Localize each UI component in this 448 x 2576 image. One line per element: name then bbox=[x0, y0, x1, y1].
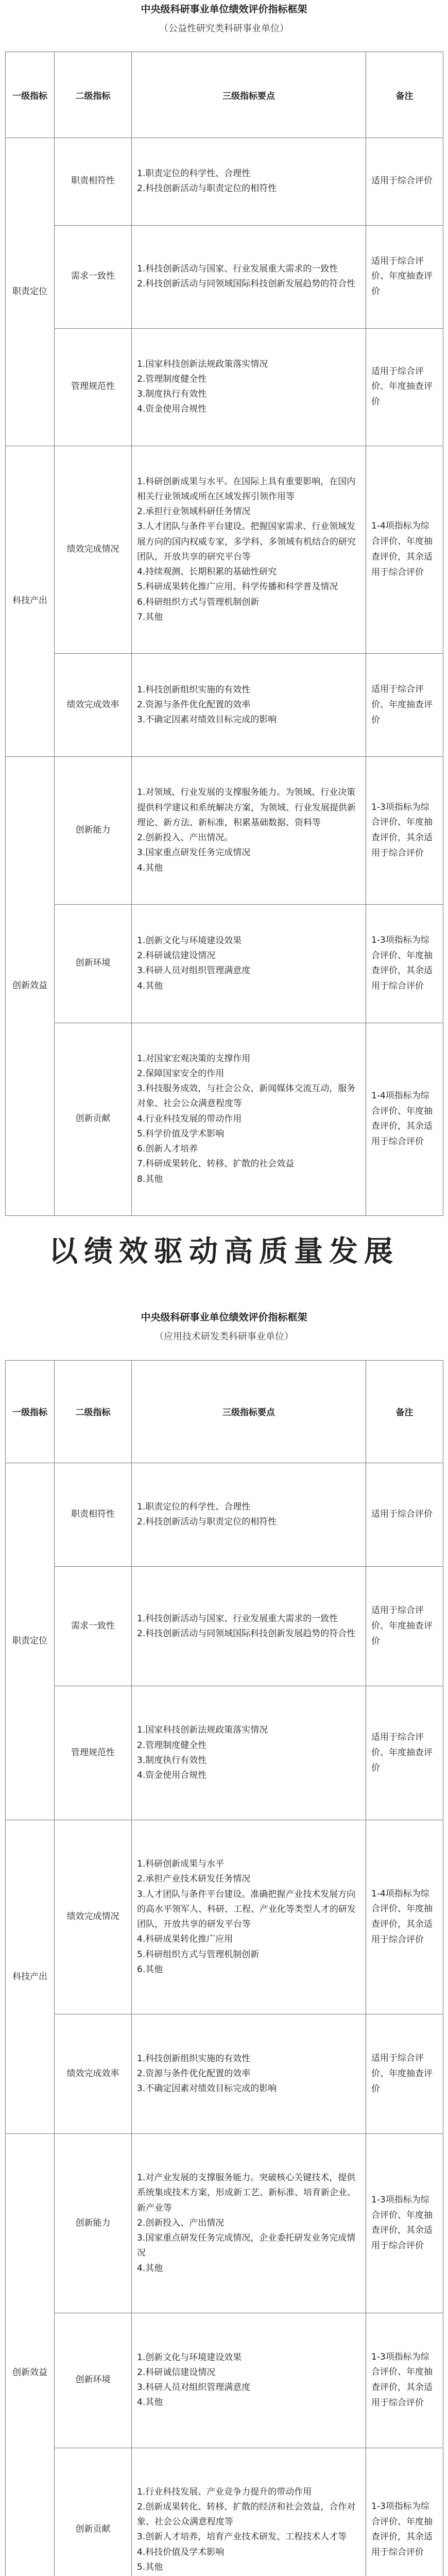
point-item: 3.国家重点研发任务完成情况，企业委托研发业务完成情况 bbox=[137, 2233, 356, 2259]
level3-points bbox=[132, 1820, 366, 2014]
table-row bbox=[6, 1686, 443, 1820]
point-item: 2.创新投入、产出情况 bbox=[137, 2217, 225, 2228]
point-item: 2.科技创新活动与职责定位的相符性 bbox=[137, 183, 277, 194]
point-item: 7.科研成果转化、转移、扩散的社会效益 bbox=[137, 1159, 295, 1170]
point-item: 4.行业科技发展的带动作用 bbox=[137, 1113, 242, 1124]
level2-indicator: 创新能力 bbox=[55, 757, 132, 904]
table-row bbox=[6, 1820, 443, 2014]
level2-indicator: 职责相符性 bbox=[55, 1463, 132, 1566]
table-2-title: 中央级科研事业单位绩效评价指标框架 bbox=[141, 1312, 307, 1323]
indicator-table bbox=[5, 1360, 443, 2576]
note-cell: 1-3项指标为综合评价、年度抽查评价，其余适用于综合评价 bbox=[366, 2448, 443, 2576]
level2-indicator: 职责相符性 bbox=[55, 138, 132, 225]
level3-points bbox=[132, 1463, 366, 1566]
note-cell: 适用于综合评价、年度抽查评价 bbox=[366, 654, 443, 757]
level3-points bbox=[132, 2134, 366, 2313]
level2-indicator: 绩效完成情况 bbox=[55, 1820, 132, 2014]
point-item: 3.不确定因素对绩效目标完成的影响 bbox=[137, 2083, 277, 2094]
point-item: 7.其他 bbox=[137, 612, 163, 622]
level2-indicator: 绩效完成情况 bbox=[55, 446, 132, 653]
point-item: 1.职责定位的科学性、合理性 bbox=[137, 168, 251, 179]
point-item: 2.创新投入、产出情况。 bbox=[137, 833, 233, 843]
table-1-title: 中央级科研事业单位绩效评价指标框架 bbox=[141, 4, 307, 15]
table-row bbox=[6, 446, 443, 653]
header-level1: 一级指标 bbox=[6, 52, 55, 138]
level3-points bbox=[132, 2313, 366, 2448]
level1-indicator: 职责定位 bbox=[6, 138, 55, 446]
point-item: 2.承担产业技术研发任务情况 bbox=[137, 1874, 251, 1885]
table-row bbox=[6, 2134, 443, 2313]
table-row bbox=[6, 1023, 443, 1215]
point-item: 3.人才团队与条件平台建设。准确把握产业技术发展方向的高水平领军人、科研、工程、产业化等类型人才的研发团队，开放共享的研发平台等 bbox=[137, 1889, 356, 1930]
point-item: 6.其他 bbox=[137, 1964, 163, 1975]
point-item: 1.职责定位的科学性、合理性 bbox=[137, 1501, 251, 1512]
point-item: 3.国家重点研发任务完成情况 bbox=[137, 848, 251, 858]
point-item: 1.科研创新成果与水平。在国际上具有重要影响，在国内相关行业领域或所在区域发挥引领作用等 bbox=[137, 476, 356, 502]
point-item: 4.其他 bbox=[137, 2263, 163, 2274]
level2-indicator: 管理规范性 bbox=[55, 328, 132, 446]
table-row bbox=[6, 904, 443, 1023]
point-item: 3.科研人员对组织管理满意度 bbox=[137, 965, 251, 976]
note-cell: 1-3项指标为综合评价、年度抽查评价，其余适用于综合评价 bbox=[366, 904, 443, 1023]
point-item: 2.科研诚信建设情况 bbox=[137, 2367, 216, 2378]
point-item: 1.对国家宏观决策的支撑作用 bbox=[137, 1053, 251, 1064]
point-item: 4.科技价值及学术影响 bbox=[137, 2547, 225, 2557]
note-cell: 1-4项指标为综合评价、年度抽查评价，其余适用于综合评价 bbox=[366, 1820, 443, 2014]
table-1-subtitle: （公益性研究类科研事业单位） bbox=[159, 23, 289, 34]
point-item: 2.管理制度健全性 bbox=[137, 374, 207, 384]
level3-points bbox=[132, 1023, 366, 1215]
header-level2: 二级指标 bbox=[55, 52, 132, 138]
point-item: 2.科研诚信建设情况 bbox=[137, 951, 216, 961]
point-item: 2.管理制度健全性 bbox=[137, 1740, 207, 1751]
point-item: 1.国家科技创新法规政策落实情况 bbox=[137, 359, 268, 369]
note-cell: 1-4项指标为综合评价、年度抽查评价，其余适用于综合评价 bbox=[366, 1023, 443, 1215]
point-item: 3.制度执行有效性 bbox=[137, 389, 207, 400]
point-item: 3.不确定因素对绩效目标完成的影响 bbox=[137, 715, 277, 725]
table-row bbox=[6, 2014, 443, 2134]
note-cell: 1-3项指标为综合评价、年度抽查评价，其余适用于综合评价 bbox=[366, 2134, 443, 2313]
point-item: 1.科研创新成果与水平 bbox=[137, 1859, 225, 1870]
note-cell: 适用于综合评价、年度抽查评价 bbox=[366, 328, 443, 446]
header-level3-points: 三级指标要点 bbox=[132, 1361, 366, 1463]
point-item: 1.科技创新活动与国家、行业发展重大需求的一致性 bbox=[137, 263, 338, 274]
point-item: 6.科研组织方式与管理机制创新 bbox=[137, 597, 260, 607]
point-item: 3.创新人才培养，培育产业技术研发、工程技术人才等 bbox=[137, 2532, 347, 2543]
level2-indicator: 创新贡献 bbox=[55, 2448, 132, 2576]
level3-points bbox=[132, 757, 366, 904]
point-item: 1.创新文化与环境建设效果 bbox=[137, 2352, 242, 2363]
level3-points bbox=[132, 654, 366, 757]
point-item: 2.科技创新活动与同领域国际科技创新发展趋势的符合性 bbox=[137, 1628, 356, 1639]
point-item: 4.其他 bbox=[137, 2397, 163, 2408]
header-row bbox=[6, 1361, 443, 1463]
level3-points bbox=[132, 2448, 366, 2576]
point-item: 1.科技创新组织实施的有效性 bbox=[137, 684, 251, 695]
point-item: 4.科研成果转化推广应用 bbox=[137, 1934, 233, 1945]
table-row bbox=[6, 138, 443, 225]
point-item: 1.对领域、行业发展的支撑服务能力。为领域、行业决策提供科学建议和系统解决方案，为领域、行业发展提供新理论、新方法、新标准，积累基础数据、资料等 bbox=[137, 787, 356, 828]
header-note: 备注 bbox=[366, 52, 443, 138]
point-item: 1.国家科技创新法规政策落实情况 bbox=[137, 1725, 268, 1736]
table-row bbox=[6, 654, 443, 757]
note-cell: 适用于综合评价 bbox=[366, 138, 443, 225]
point-item: 2.资源与条件优化配置的效率 bbox=[137, 700, 251, 710]
note-cell: 1-3项指标为综合评价、年度抽查评价，其余适用于综合评价 bbox=[366, 2313, 443, 2448]
point-item: 2.科技创新活动与同领域国际科技创新发展趋势的符合性 bbox=[137, 279, 356, 290]
point-item: 2.科技创新活动与职责定位的相符性 bbox=[137, 1517, 277, 1528]
level2-indicator: 创新环境 bbox=[55, 904, 132, 1023]
point-item: 1.创新文化与环境建设效果 bbox=[137, 935, 242, 946]
level2-indicator: 绩效完成效率 bbox=[55, 654, 132, 757]
point-item: 4.其他 bbox=[137, 980, 163, 991]
level2-indicator: 绩效完成效率 bbox=[55, 2014, 132, 2134]
point-item: 5.科学价值及学术影响 bbox=[137, 1128, 225, 1139]
level2-indicator: 创新环境 bbox=[55, 2313, 132, 2448]
table-row bbox=[6, 225, 443, 328]
level2-indicator: 创新贡献 bbox=[55, 1023, 132, 1215]
level3-points bbox=[132, 328, 366, 446]
point-item: 6.创新人才培养 bbox=[137, 1144, 198, 1155]
level3-points bbox=[132, 138, 366, 225]
point-item: 1.对产业发展的支撑服务能力。突破核心关键技术，提供系统集成技术方案，形成新工艺、新标准、培育新企业、新产业等 bbox=[137, 2173, 356, 2213]
header-note: 备注 bbox=[366, 1361, 443, 1463]
point-item: 2.资源与条件优化配置的效率 bbox=[137, 2069, 251, 2079]
level1-indicator: 科技产出 bbox=[6, 1820, 55, 2134]
table-row bbox=[6, 757, 443, 904]
level3-points bbox=[132, 904, 366, 1023]
level3-points bbox=[132, 1686, 366, 1820]
point-item: 2.承担行业领域科研任务情况 bbox=[137, 506, 251, 517]
table-1-container bbox=[5, 52, 443, 1216]
note-cell: 适用于综合评价、年度抽查评价 bbox=[366, 2014, 443, 2134]
table-row bbox=[6, 2448, 443, 2576]
point-item: 4.持续观测、长期积累的基础性研究 bbox=[137, 567, 277, 578]
point-item: 2.保障国家安全的作用 bbox=[137, 1069, 225, 1079]
level2-indicator: 创新能力 bbox=[55, 2134, 132, 2313]
level3-points bbox=[132, 225, 366, 328]
note-cell: 适用于综合评价、年度抽查评价 bbox=[366, 225, 443, 328]
point-item: 5.科研成果转化推广应用、科学传播和科学普及情况 bbox=[137, 582, 338, 592]
table-row bbox=[6, 2313, 443, 2448]
table-2-subtitle: （应用技术研发类科研事业单位） bbox=[154, 1331, 294, 1342]
level1-indicator: 职责定位 bbox=[6, 1463, 55, 1820]
level1-indicator: 创新效益 bbox=[6, 2134, 55, 2576]
note-cell: 适用于综合评价 bbox=[366, 1463, 443, 1566]
level2-indicator: 管理规范性 bbox=[55, 1686, 132, 1820]
point-item: 1.科技创新活动与国家、行业发展重大需求的一致性 bbox=[137, 1613, 338, 1624]
level2-indicator: 需求一致性 bbox=[55, 1567, 132, 1686]
point-item: 3.人才团队与条件平台建设。把握国家需求、行业领域发展方向的国内权威专家，多学科、多领域有机结合的研究团队，开放共享的研究平台等 bbox=[137, 521, 356, 562]
level3-points bbox=[132, 2014, 366, 2134]
note-cell: 1-4项指标为综合评价、年度抽查评价，其余适用于综合评价 bbox=[366, 446, 443, 653]
point-item: 4.其他 bbox=[137, 862, 163, 873]
point-item: 1.科技创新组织实施的有效性 bbox=[137, 2053, 251, 2064]
point-item: 1.行业科技发展、产业竞争力提升的带动作用 bbox=[137, 2486, 312, 2497]
level2-indicator: 需求一致性 bbox=[55, 225, 132, 328]
header-level2: 二级指标 bbox=[55, 1361, 132, 1463]
table-row bbox=[6, 1463, 443, 1566]
point-item: 4.资金使用合规性 bbox=[137, 1770, 207, 1781]
level1-indicator: 科技产出 bbox=[6, 446, 55, 757]
point-item: 8.其他 bbox=[137, 1174, 163, 1184]
table-2-container bbox=[5, 1360, 443, 2576]
header-level1: 一级指标 bbox=[6, 1361, 55, 1463]
table-row bbox=[6, 1567, 443, 1686]
point-item: 5.科研组织方式与管理机制创新 bbox=[137, 1949, 260, 1960]
level3-points bbox=[132, 446, 366, 653]
indicator-table bbox=[5, 52, 443, 1216]
note-cell: 适用于综合评价、年度抽查评价 bbox=[366, 1567, 443, 1686]
header-row bbox=[6, 52, 443, 138]
note-cell: 适用于综合评价、年度抽查评价 bbox=[366, 1686, 443, 1820]
table-row bbox=[6, 328, 443, 446]
point-item: 4.资金使用合规性 bbox=[137, 404, 207, 415]
point-item: 3.制度执行有效性 bbox=[137, 1755, 207, 1766]
level1-indicator: 创新效益 bbox=[6, 757, 55, 1216]
banner-slogan: 以绩效驱动高质量发展 bbox=[49, 1234, 399, 1268]
header-level3-points: 三级指标要点 bbox=[132, 52, 366, 138]
point-item: 3.科技服务成效，与社会公众、新闻媒体交流互动，服务对象、社会公众满意程度等 bbox=[137, 1083, 356, 1109]
point-item: 2.创新成果转化、转移、扩散的经济和社会效益，合作对象、社会公众满意程度等 bbox=[137, 2501, 356, 2528]
note-cell: 1-3项指标为综合评价、年度抽查评价，其余适用于综合评价 bbox=[366, 757, 443, 904]
level3-points bbox=[132, 1567, 366, 1686]
point-item: 3.科研人员对组织管理满意度 bbox=[137, 2382, 251, 2393]
point-item: 5.其他 bbox=[137, 2562, 163, 2572]
